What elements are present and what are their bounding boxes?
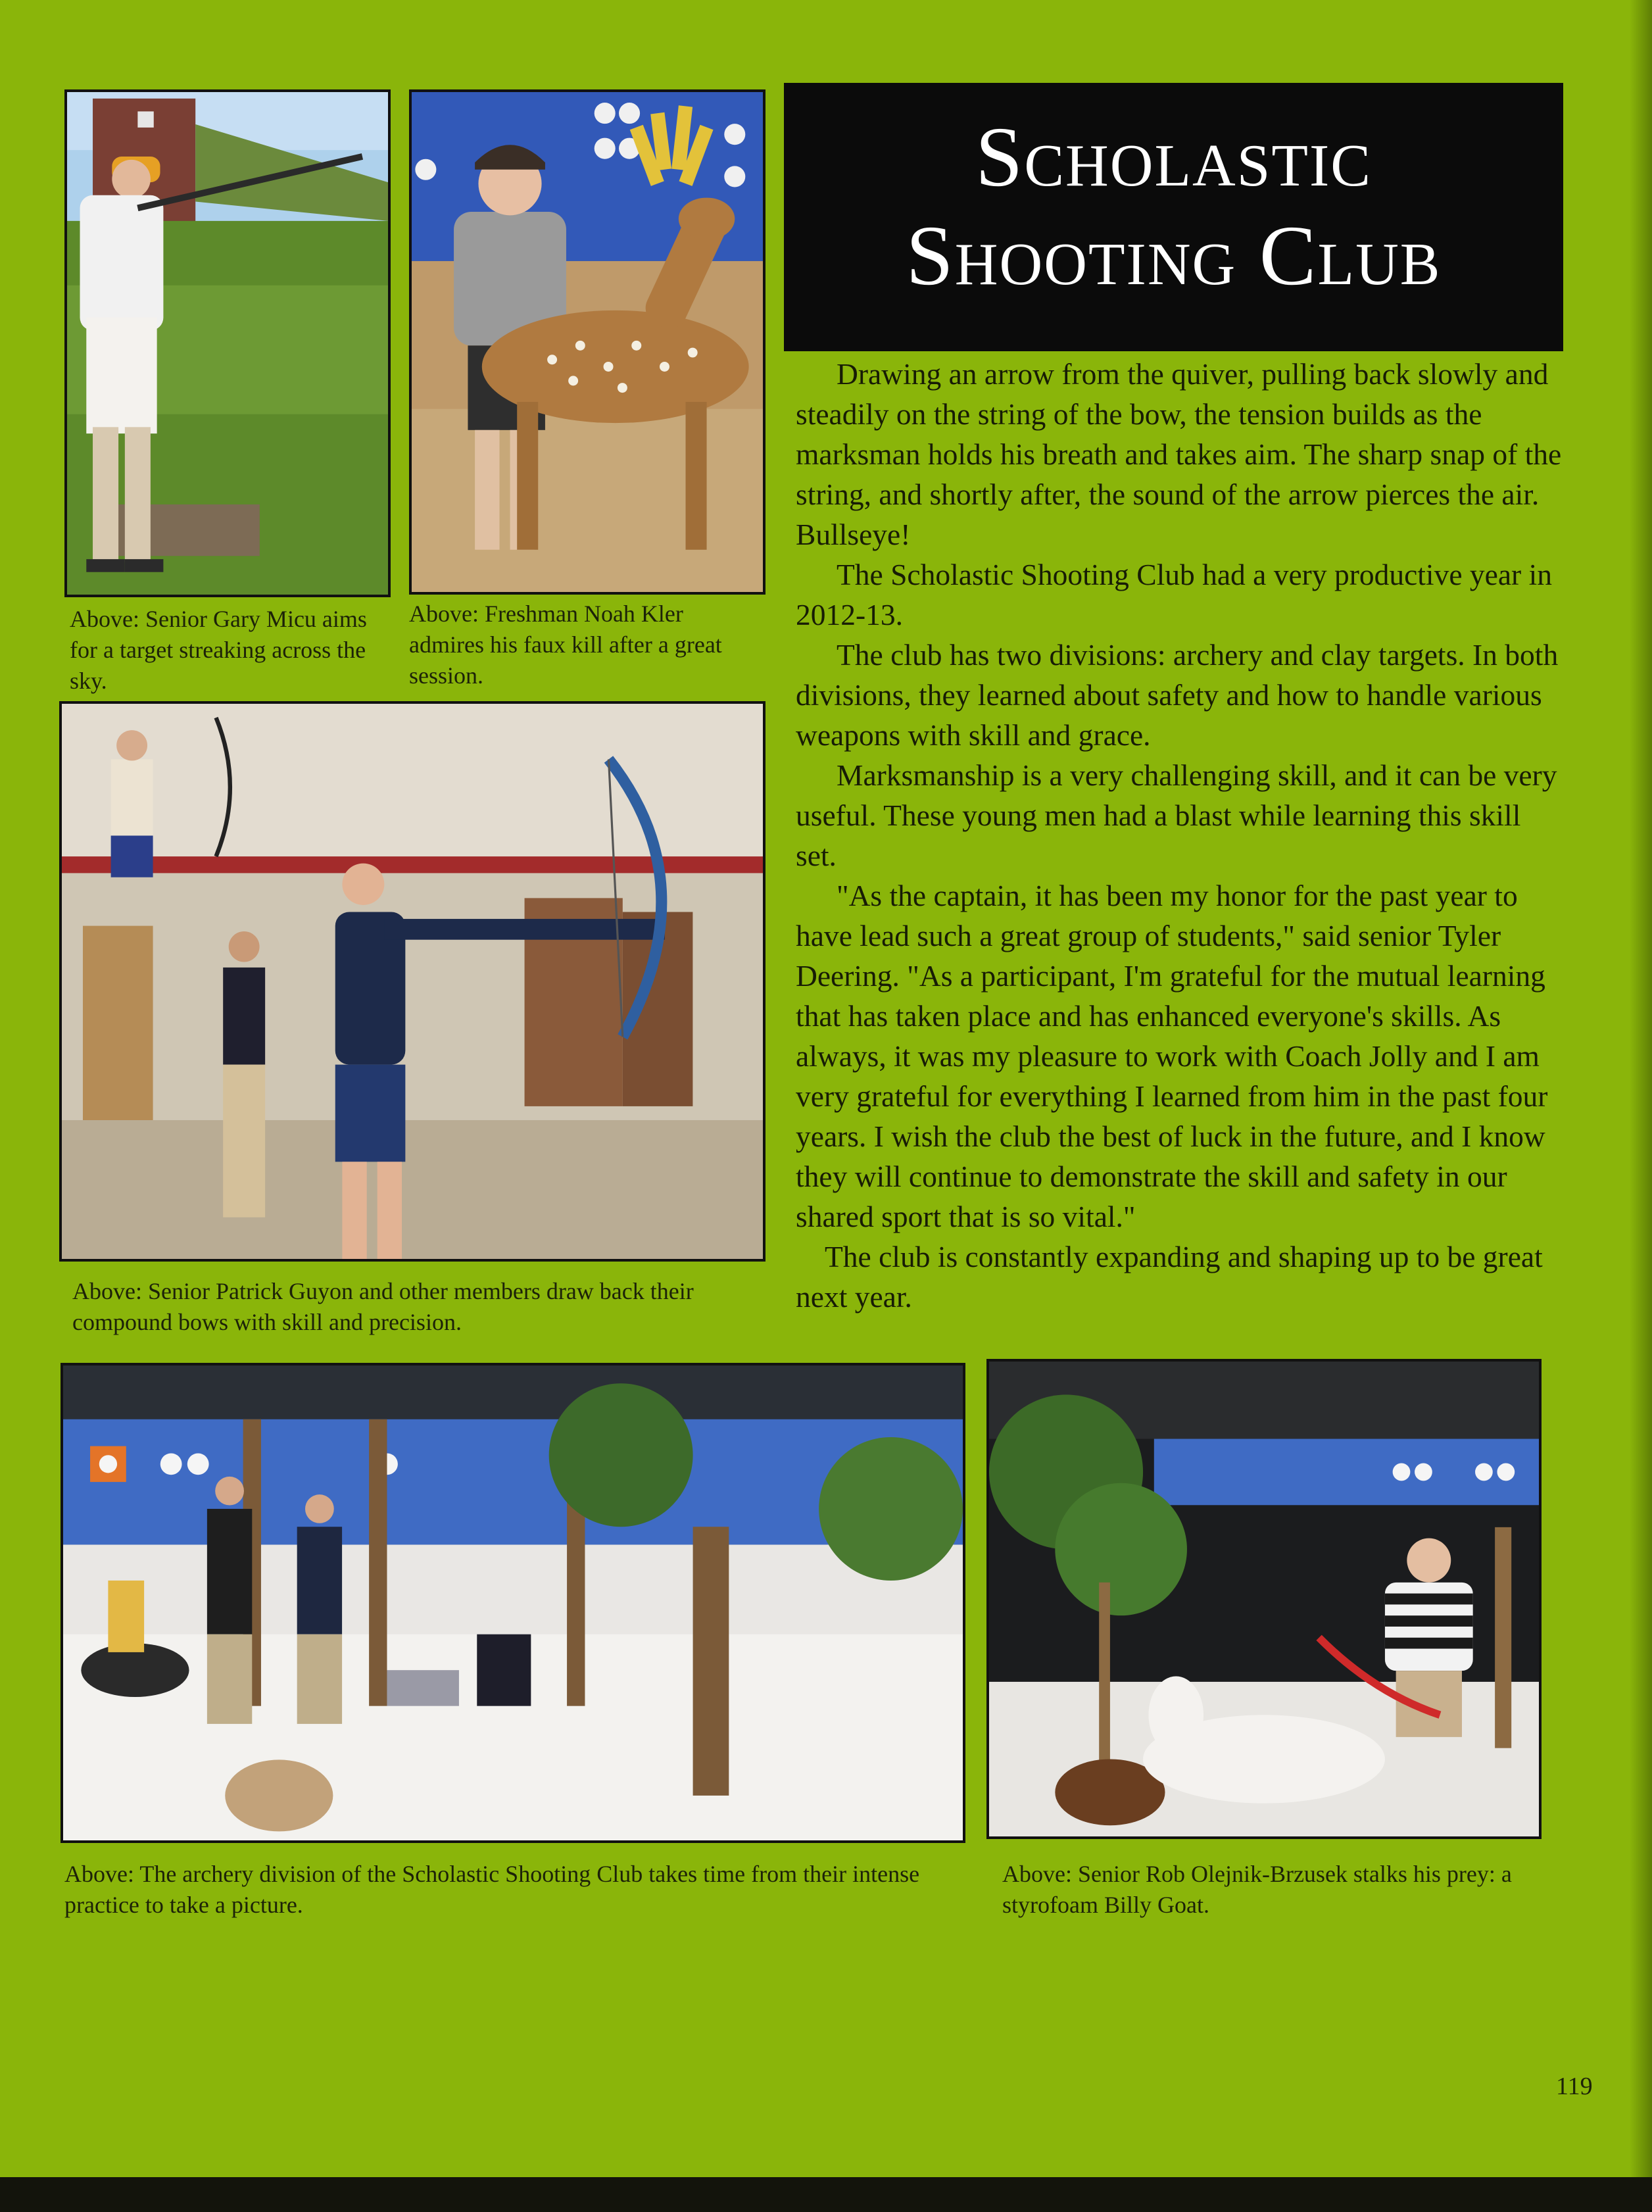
- title-line-2: Shooting Club: [906, 209, 1442, 303]
- page-edge-shadow: [1630, 0, 1652, 2177]
- photo-deer-target: [409, 89, 765, 595]
- article-paragraph: The club is constantly expanding and shaping up to be great next year.: [796, 1240, 1543, 1314]
- article-paragraph: Drawing an arrow from the quiver, pulling back slowly and steadily on the string of the bow, the tension builds as the marksman holds his breath and takes aim. The sharp snap of the string, and shortly after, the sound of the arrow pierces the air. Bullseye!: [796, 357, 1562, 551]
- caption-archery-group: Above: The archery division of the Scholastic Shooting Club takes time from their intense practice to take a picture.: [64, 1861, 920, 1918]
- caption-compound-bows: Above: Senior Patrick Guyon and other members draw back their compound bows with skill and precision.: [72, 1278, 694, 1335]
- article-paragraph: Marksmanship is a very challenging skill, and it can be very useful. These young men had a blast while learning this skill set.: [796, 758, 1557, 872]
- caption-deer-target: Above: Freshman Noah Kler admires his faux kill after a great session.: [409, 601, 722, 689]
- scan-bottom-border: [0, 2177, 1652, 2212]
- caption-clay-shooter: Above: Senior Gary Micu aims for a target streaking across the sky.: [70, 606, 367, 694]
- article-paragraph: "As the captain, it has been my honor for the past year to have lead such a great group of students," said senior Tyler Deering. "As a participant, I'm grateful for the mutual learning that has taken place and has enhanced everyone's skills. As always, it was my pleasure to work with Coach Jolly and I am very grateful for everything I learned from him in the past four years. I wish the club the best of luck in the future, and I know they will continue to demonstrate the skill and safety in our shared sport that is so vital.": [796, 879, 1548, 1233]
- article-paragraph: The club has two divisions: archery and clay targets. In both divisions, they learned about safety and how to handle various weapons with skill and grace.: [796, 638, 1559, 752]
- article-body: [796, 354, 1568, 1317]
- title-line-1: Scholastic: [975, 110, 1372, 205]
- photo-compound-bows: [59, 701, 765, 1262]
- page-number: 119: [1556, 2073, 1593, 2100]
- photo-clay-shooter: [64, 89, 391, 597]
- photo-billy-goat: [986, 1359, 1542, 1839]
- caption-billy-goat: Above: Senior Rob Olejnik-Brzusek stalks his prey: a styrofoam Billy Goat.: [1002, 1861, 1512, 1918]
- article-paragraph: The Scholastic Shooting Club had a very productive year in 2012-13.: [796, 558, 1552, 631]
- page-title: [784, 83, 1563, 351]
- photo-archery-group: [61, 1363, 965, 1843]
